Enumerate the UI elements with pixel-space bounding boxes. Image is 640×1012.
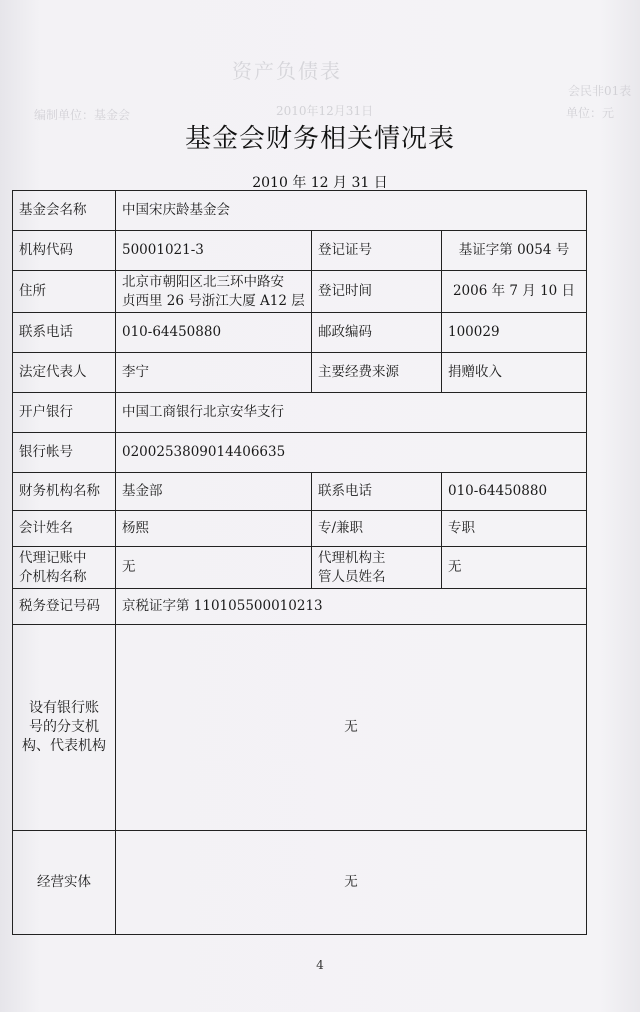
ghost-form-code: 会民非01表 <box>568 84 632 98</box>
phone-label: 联系电话 <box>13 313 116 353</box>
table-row <box>13 313 587 353</box>
branch-label-line-3: 构、代表机构 <box>22 737 106 754</box>
fin-org-value: 基金部 <box>116 473 312 511</box>
entity-label: 经营实体 <box>13 831 116 935</box>
address-line-1: 北京市朝阳区北三环中路安 <box>122 274 284 291</box>
agent-mgr-label-line-1: 代理机构主 <box>318 550 386 567</box>
reg-time-label: 登记时间 <box>312 271 442 313</box>
branch-label-line-2: 号的分支机 <box>29 719 99 736</box>
foundation-info-table <box>12 190 587 935</box>
agent-mgr-label-line-2: 管人员姓名 <box>318 568 386 585</box>
tax-label: 税务登记号码 <box>13 589 116 625</box>
funding-label: 主要经费来源 <box>312 353 442 393</box>
page-title: 基金会财务相关情况表 <box>184 124 455 154</box>
fulltime-value: 专职 <box>442 511 587 547</box>
bank-value: 中国工商银行北京安华支行 <box>116 393 587 433</box>
agent-mgr-value: 无 <box>442 547 587 589</box>
address-value <box>116 271 312 313</box>
phone-value: 010-64450880 <box>116 313 312 353</box>
table-row <box>13 271 587 313</box>
fin-org-label: 财务机构名称 <box>13 473 116 511</box>
ghost-unit: 单位：元 <box>566 106 615 120</box>
table-row <box>13 231 587 271</box>
fulltime-label: 专/兼职 <box>312 511 442 547</box>
postcode-label: 邮政编码 <box>312 313 442 353</box>
legal-rep-label: 法定代表人 <box>13 353 116 393</box>
address-line-2: 贞西里 26 号浙江大厦 A12 层 <box>122 292 305 309</box>
report-date: 2010 年 12 月 31 日 <box>252 175 388 191</box>
account-value: 0200253809014406635 <box>116 433 587 473</box>
account-label: 银行帐号 <box>13 433 116 473</box>
reg-no-value: 基证字第 0054 号 <box>442 231 587 271</box>
tax-value: 京税证字第 110105500010213 <box>116 589 587 625</box>
ghost-org: 编制单位：基金会 <box>34 108 131 122</box>
table-row <box>13 393 587 433</box>
org-code-label: 机构代码 <box>13 231 116 271</box>
entity-value: 无 <box>116 831 587 935</box>
accountant-value: 杨熙 <box>116 511 312 547</box>
branch-label-line-1: 设有银行账 <box>29 700 99 717</box>
branch-label <box>13 625 116 831</box>
legal-rep-value: 李宁 <box>116 353 312 393</box>
table-row <box>13 589 587 625</box>
page-number: 4 <box>316 958 324 972</box>
table-row <box>13 433 587 473</box>
fin-phone-value: 010-64450880 <box>442 473 587 511</box>
branch-value: 无 <box>116 625 587 831</box>
org-code-value: 50001021-3 <box>116 231 312 271</box>
table-row <box>13 511 587 547</box>
table-row <box>13 191 587 231</box>
table-row <box>13 831 587 935</box>
agent-value: 无 <box>116 547 312 589</box>
table-row <box>13 473 587 511</box>
table-row <box>13 353 587 393</box>
ghost-date: 2010年12月31日 <box>276 104 374 118</box>
reg-no-label: 登记证号 <box>312 231 442 271</box>
agent-label-line-1: 代理记账中 <box>19 550 87 567</box>
postcode-value: 100029 <box>442 313 587 353</box>
funding-value: 捐赠收入 <box>442 353 587 393</box>
ghost-balance-sheet-title: 资产负债表 <box>232 59 342 83</box>
bank-label: 开户银行 <box>13 393 116 433</box>
accountant-label: 会计姓名 <box>13 511 116 547</box>
reg-time-value: 2006 年 7 月 10 日 <box>442 271 587 313</box>
name-label: 基金会名称 <box>13 191 116 231</box>
fin-phone-label: 联系电话 <box>312 473 442 511</box>
name-value: 中国宋庆龄基金会 <box>116 191 587 231</box>
agent-label-line-2: 介机构名称 <box>19 568 87 585</box>
address-label: 住所 <box>13 271 116 313</box>
table-row <box>13 625 587 831</box>
agent-mgr-label <box>312 547 442 589</box>
table-row <box>13 547 587 589</box>
agent-label <box>13 547 116 589</box>
